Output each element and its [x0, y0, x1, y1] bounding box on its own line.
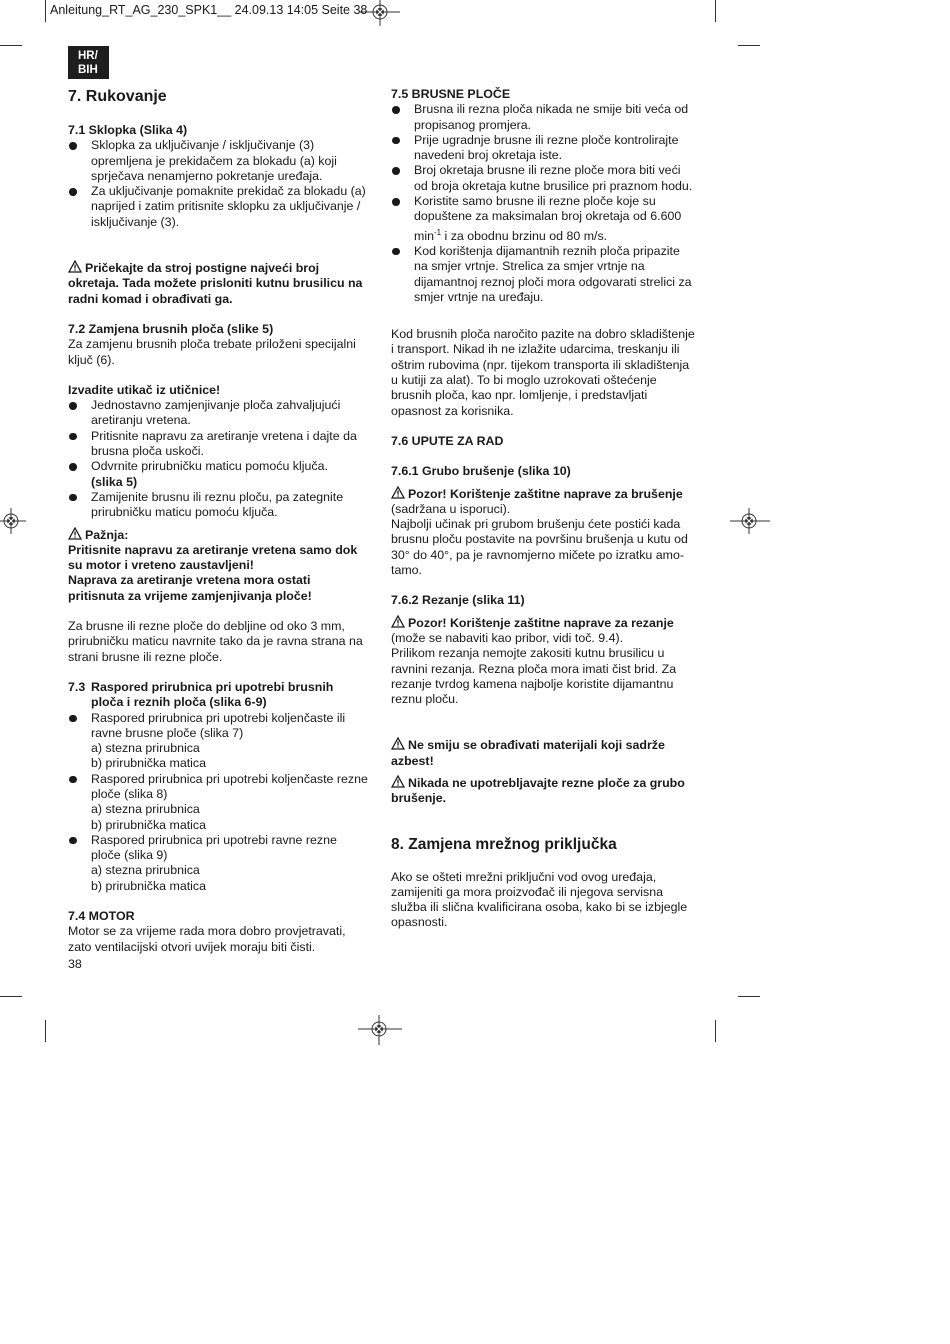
list-item: Prije ugradnje brusne ili rezne ploče kontrolirajte navedeni broj okretaja iste.: [391, 133, 696, 164]
paragraph: Motor se za vrijeme rada mora dobro provjetravati, zato ventilacijski otvori uvijek moraju biti čisti.: [68, 924, 346, 954]
warning-note: [391, 737, 696, 769]
warning-text: Pričekajte da stroj postigne najveći broj okretaja. Tada možete prisloniti kutnu brusilicu na radni komad i obrađivati ga.: [68, 261, 363, 306]
left-column: [68, 87, 368, 955]
paragraph: Ako se ošteti mrežni priključni vod ovog uređaja, zamijeniti ga mora proizvođač ili njegova servisna služba ili slična kvalificirana osoba, kako bi se izbjegle opasnosti.: [391, 869, 688, 930]
superscript: -1: [433, 227, 442, 237]
list-item: [391, 194, 696, 244]
list-subitem: a) stezna prirubnica: [91, 741, 200, 756]
right-column: [391, 87, 696, 931]
warning-text: (sadržana u isporuci).: [391, 501, 511, 516]
list-item: Raspored prirubnica pri upotrebi koljenčaste ili ravne brusne ploče (slika 7): [68, 711, 368, 742]
list-item: Raspored prirubnica pri upotrebi ravne rezne ploče (slika 9): [68, 833, 368, 864]
list-item-text: i za obodnu brzinu od 80 m/s.: [441, 228, 608, 243]
caution-title: [68, 527, 368, 543]
registration-mark-icon: [358, 1015, 402, 1045]
list-item-figure-ref: (slika 5): [91, 474, 138, 489]
section-title: 8. Zamjena mrežnog priključka: [391, 835, 617, 853]
crop-mark: [715, 1020, 716, 1042]
warning-triangle-icon: [391, 775, 405, 788]
subsection-title-text: Raspored prirubnica pri upotrebi brusnih ploča i reznih ploča (slika 6-9): [91, 679, 334, 710]
list-item-text: Koristite samo brusne ili rezne ploče koje su dopuštene za maksimalan broj okretaja od 6.600 min: [414, 194, 682, 243]
registration-mark-icon: [0, 508, 26, 534]
paragraph: Najbolji učinak pri grubom brušenju ćete postići kada brusnu ploču postavite na površinu brušenja u kutu od 30° do 40°, pa je ravnomjerno mičete po izratku amo-tamo.: [391, 517, 688, 578]
list-item: Raspored prirubnica pri upotrebi koljenčaste rezne ploče (slika 8): [68, 772, 368, 803]
warning-note: [391, 775, 696, 807]
subsection-title: 7.6.2 Rezanje (slika 11): [391, 593, 525, 608]
paragraph: Kod brusnih ploča naročito pazite na dobro skladištenje i transport. Nikad ih ne izlažite udarcima, treskanju ili oštrim rubovima (npr. tijekom transporta ili skladištenja u kutiji za alat). To bi moglo uzrokovati oštećenje brusnih ploča, kao npr. lomljenje, i predstavljati opasnost za korisnika.: [391, 327, 695, 418]
paragraph: Za zamjenu brusnih ploča trebate priloženi specijalni ključ (6).: [68, 337, 356, 367]
warning-triangle-icon: [391, 486, 405, 499]
list-item: Jednostavno zamjenjivanje ploča zahvaljujući aretiranju vretena.: [68, 398, 368, 429]
crop-mark: [45, 1020, 46, 1042]
subsection-title: 7.1 Sklopka (Slika 4): [68, 123, 188, 137]
crop-mark: [738, 45, 760, 46]
crop-mark: [0, 996, 22, 997]
list-subitem: b) prirubnička matica: [91, 878, 207, 893]
crop-mark: [738, 996, 760, 997]
crop-mark: [45, 0, 46, 22]
list-item: Brusna ili rezna ploča nikada ne smije biti veća od propisanog promjera.: [391, 102, 696, 133]
list-subitem: b) prirubnička matica: [91, 756, 207, 771]
language-badge-line: BIH: [78, 64, 98, 76]
subsection-title: 7.5 BRUSNE PLOČE: [391, 87, 511, 101]
list-item: Sklopka za uključivanje / isključivanje (3) opremljena je prekidačem za blokadu (a) koji sprječava nenamjerno pokretanje uređaja.: [68, 138, 368, 184]
section-title: 7. Rukovanje: [68, 88, 167, 105]
crop-mark: [0, 45, 22, 46]
warning-text: Pozor! Korištenje zaštitne naprave za rezanje: [408, 615, 674, 630]
subsection-title: 7.4 MOTOR: [68, 909, 135, 924]
subsection-number: 7.3: [68, 679, 86, 694]
warning-text: Pozor! Korištenje zaštitne naprave za brušenje: [408, 486, 683, 501]
registration-mark-icon: [730, 508, 770, 534]
paragraph: Za brusne ili rezne ploče do debljine od oko 3 mm, prirubničku maticu navrnite tako da je ravna strana na strani brusne ili rezne ploče.: [68, 619, 363, 664]
warning-triangle-icon: [391, 737, 405, 750]
list-item: Broj okretaja brusne ili rezne ploče mora biti veći od broja okretaja kutne brusilice pri praznom hodu.: [391, 163, 696, 194]
subsection-title: 7.6 UPUTE ZA RAD: [391, 433, 504, 448]
warning-triangle-icon: [68, 260, 82, 273]
warning-text: Ne smiju se obrađivati materijali koji sadrže azbest!: [391, 738, 665, 768]
list-item: Pritisnite napravu za aretiranje vretena i dajte da brusna ploča uskoči.: [68, 429, 368, 460]
warning-note: [391, 615, 696, 631]
list-subitem: b) prirubnička matica: [91, 817, 207, 832]
caution-text: Naprava za aretiranje vretena mora ostati pritisnuta za vrijeme zamjenjivanja ploče!: [68, 573, 312, 603]
warning-text: Nikada ne upotrebljavajte rezne ploče za grubo brušenje.: [391, 775, 685, 806]
list-subitem: a) stezna prirubnica: [91, 802, 200, 817]
subsection-title: 7.2 Zamjena brusnih ploča (slike 5): [68, 321, 274, 336]
warning-note: [391, 486, 696, 518]
subsection-title: [68, 680, 368, 711]
list-item-text: Odvrnite prirubničku maticu pomoću ključa.: [91, 459, 328, 474]
paragraph: Prilikom rezanja nemojte zakositi kutnu brusilicu u ravnini rezanja. Rezna ploča mora imati čist brid. Za rezanje tvrdog kamena najbolje koristite dijamantnu reznu ploču.: [391, 646, 677, 707]
page-number: 38: [68, 957, 82, 971]
paragraph: (može se nabaviti kao pribor, vidi toč. 9.4).: [391, 630, 624, 645]
list-item: Za uključivanje pomaknite prekidač za blokadu (a) naprijed i zatim pritisnite sklopku za uključivanje / isključivanje (3).: [68, 184, 368, 230]
list-item: Zamijenite brusnu ili reznu ploču, pa zategnite prirubničku maticu pomoću ključa.: [68, 490, 368, 521]
crop-mark: [715, 0, 716, 22]
unplug-notice: Izvadite utikač iz utičnice!: [68, 382, 221, 397]
warning-triangle-icon: [391, 615, 405, 628]
language-badge: [68, 46, 109, 79]
warning-note: [68, 260, 368, 307]
print-header: Anleitung_RT_AG_230_SPK1__ 24.09.13 14:05 Seite 38: [50, 3, 368, 17]
subsection-title: 7.6.1 Grubo brušenje (slika 10): [391, 464, 571, 479]
caution-title-text: Pažnja:: [85, 527, 129, 542]
language-badge-line: HR/: [78, 50, 98, 62]
list-item: [68, 459, 368, 490]
warning-triangle-icon: [68, 527, 82, 540]
list-item: Kod korištenja dijamantnih reznih ploča pripazite na smjer vrtnje. Strelica za smjer vrtnje na dijamantnoj reznoj ploči mora odgovarati strelici za smjer vrtnje na uređaju.: [391, 244, 696, 305]
caution-text: Pritisnite napravu za aretiranje vretena samo dok su motor i vreteno zaustavljeni!: [68, 542, 358, 573]
list-subitem: a) stezna prirubnica: [91, 863, 200, 878]
